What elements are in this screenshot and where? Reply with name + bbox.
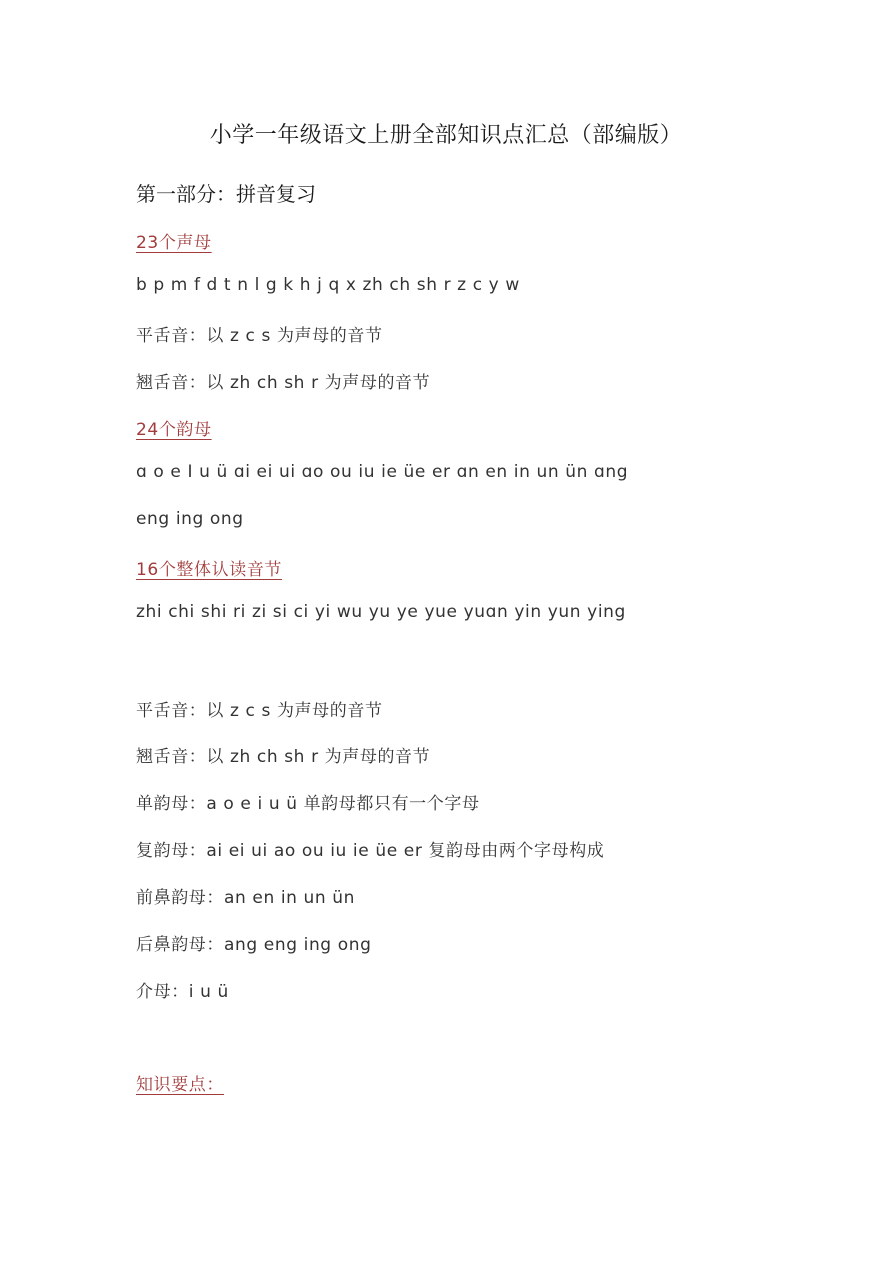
note-back-nasal: 后鼻韵母：ang eng ing ong — [136, 935, 372, 955]
finals-list-line1: ɑ o e I u ü ɑi ei ui ɑo ou iu ie üe er ɑn en in un ün ɑng — [136, 462, 629, 482]
initials-list: b p m f d t n l g k h j q x zh ch sh r z c y w — [136, 275, 520, 295]
whole-syllables-list: zhi chi shi ri zi si ci yi wu yu ye yue yuɑn yin yun ying — [136, 602, 626, 622]
note-compound-finals: 复韵母：ai ei ui ao ou iu ie üe er 复韵母由两个字母构成 — [136, 841, 605, 861]
key-points-heading: 知识要点： — [136, 1075, 224, 1095]
flat-tongue-line: 平舌音：以 z c s 为声母的音节 — [136, 326, 383, 346]
retroflex-line: 翘舌音：以 zh ch sh r 为声母的音节 — [136, 373, 431, 393]
note-simple-finals: 单韵母：a o e i u ü 单韵母都只有一个字母 — [136, 794, 480, 814]
finals-list-line2: eng ing ong — [136, 509, 244, 529]
note-retroflex: 翘舌音：以 zh ch sh r 为声母的音节 — [136, 747, 431, 767]
finals-heading: 24个韵母 — [136, 420, 212, 440]
note-front-nasal: 前鼻韵母：an en in un ün — [136, 888, 356, 908]
note-flat-tongue: 平舌音：以 z c s 为声母的音节 — [136, 701, 383, 721]
initials-heading: 23个声母 — [136, 233, 212, 253]
document-title: 小学一年级语文上册全部知识点汇总（部编版） — [209, 123, 683, 148]
whole-syllables-heading: 16个整体认读音节 — [136, 560, 283, 580]
note-medial: 介母：i u ü — [136, 982, 229, 1002]
part-heading: 第一部分：拼音复习 — [136, 182, 316, 206]
